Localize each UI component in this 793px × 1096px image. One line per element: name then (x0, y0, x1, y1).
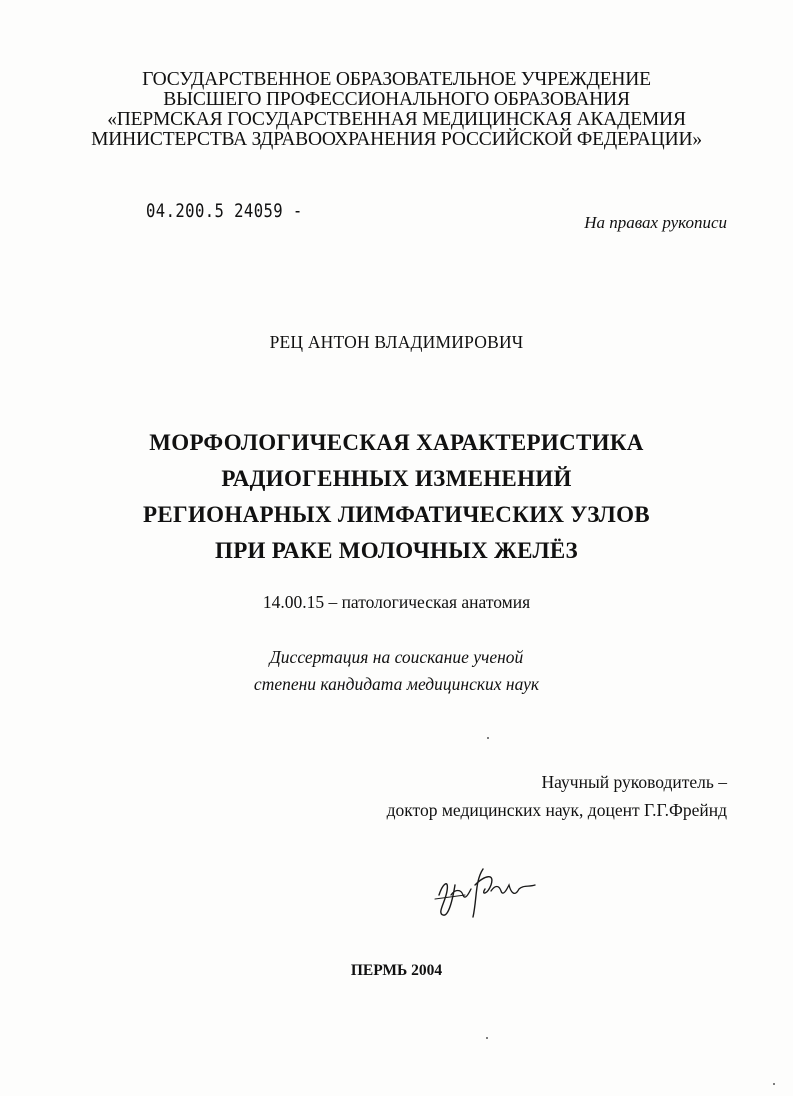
institution-line: «ПЕРМСКАЯ ГОСУДАРСТВЕННАЯ МЕДИЦИНСКАЯ АКАДЕМИЯ (107, 109, 686, 130)
specialty-code: 14.00.15 – патологическая анатомия (262, 592, 531, 612)
title-line: РЕГИОНАРНЫХ ЛИМФАТИЧЕСКИХ УЗЛОВ (143, 502, 650, 527)
scan-speck (486, 1037, 488, 1039)
title-line: МОРФОЛОГИЧЕСКАЯ ХАРАКТЕРИСТИКА (149, 430, 644, 455)
institution-line: ГОСУДАРСТВЕННОЕ ОБРАЗОВАТЕЛЬНОЕ УЧРЕЖДЕНИЕ (142, 69, 651, 90)
degree-line: Диссертация на соискание ученой (269, 647, 524, 667)
degree-line: степени кандидата медицинских наук (253, 674, 540, 694)
registration-number-stamp: 04.200.5 24059 - (146, 200, 303, 222)
dissertation-title (0, 425, 793, 569)
author-name: РЕЦ АНТОН ВЛАДИМИРОВИЧ (269, 332, 524, 352)
institution-header (0, 70, 793, 150)
supervisor-block (387, 768, 727, 824)
manuscript-rights-note: На правах рукописи (584, 213, 727, 232)
scan-speck (487, 737, 489, 739)
institution-line: ВЫСШЕГО ПРОФЕССИОНАЛЬНОГО ОБРАЗОВАНИЯ (163, 89, 630, 110)
city-year: ПЕРМЬ 2004 (350, 962, 443, 979)
title-line: ПРИ РАКЕ МОЛОЧНЫХ ЖЕЛЁЗ (215, 538, 578, 563)
supervisor-name: доктор медицинских наук, доцент Г.Г.Фрейнд (386, 800, 727, 820)
handwritten-signature (425, 855, 545, 925)
title-line: РАДИОГЕННЫХ ИЗМЕНЕНИЙ (221, 466, 572, 491)
degree-statement (0, 644, 793, 698)
supervisor-label: Научный руководитель – (541, 772, 727, 792)
scan-speck (773, 1083, 775, 1085)
institution-line: МИНИСТЕРСТВА ЗДРАВООХРАНЕНИЯ РОССИЙСКОЙ ФЕДЕРАЦИИ» (91, 129, 702, 150)
